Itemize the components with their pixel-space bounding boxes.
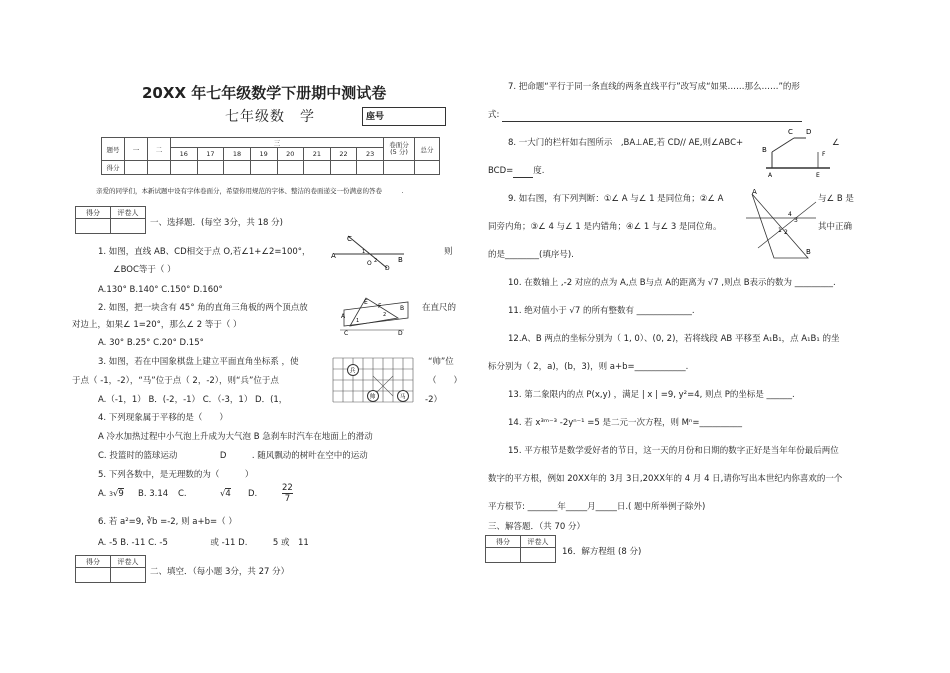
q1-text-2: ∠BOC等于（ ） [113, 265, 176, 275]
score-q18: 18 [224, 148, 251, 161]
q9-text: 9. 如右图，有下列判断：①∠ A 与∠ 1 是同位角；②∠ A [508, 194, 724, 204]
score-cell[interactable] [357, 161, 384, 175]
q5-option-b: B. 3.14 [138, 489, 169, 499]
q14-text: 14. 若 x³ᵐ⁻³ -2yⁿ⁻¹ =5 是二元一次方程，则 Mⁿ=__________ [508, 418, 743, 428]
score-cell[interactable] [384, 161, 415, 175]
q1-text-cont: 则 [444, 247, 453, 257]
grader-box-2 [75, 555, 146, 583]
q2-text-2: 对边上，如果∠ 1=20°，那么∠ 2 等于（ ） [72, 320, 242, 330]
fig8-label-a: A [768, 172, 773, 179]
score-header-3: 三 [171, 138, 384, 148]
fig8-label-c: C [788, 128, 793, 136]
q2-figure [338, 296, 410, 336]
score-row-label: 得分 [102, 161, 125, 175]
fig9-label-b: B [806, 248, 811, 256]
q10-text: 10. 在数轴上 ,-2 对应的点为 A,点 B与点 A的距离为 √7 ,则点 B表示的数为 _________. [508, 278, 836, 288]
q1-options: A.130° B.140° C.150° D.160° [98, 285, 223, 295]
fig8-label-e: E [816, 172, 820, 179]
grader-score-cell[interactable] [76, 568, 111, 583]
score-header-qno: 题号 [102, 138, 125, 161]
score-cell[interactable] [125, 161, 148, 175]
score-cell[interactable] [250, 161, 277, 175]
q8-answer-blank[interactable] [513, 166, 533, 178]
score-cell[interactable] [224, 161, 251, 175]
q1-text: 1. 如图，直线 AB、CD相交于点 O,若∠1+∠2=100°， [98, 247, 311, 257]
section-2-heading: 二、填空．（每小题 3分，共 27 分） [150, 567, 290, 577]
fig2-label-f: F [378, 303, 382, 310]
fig2-label-b: B [400, 305, 405, 312]
fig3-piece-general: 帅 [369, 393, 376, 401]
section-1-heading: 一、选择题．(每空 3分，共 18 分) [150, 218, 283, 228]
fig2-angle-2: 2 [383, 312, 387, 318]
q3-text: 3. 如图，若在中国象棋盘上建立平面直角坐标系 ，使 [98, 357, 299, 367]
grader-score-label: 得分 [486, 536, 521, 548]
q5-numerator: 22 [282, 483, 293, 493]
q5-option-c: √4 [220, 489, 231, 499]
q3-options-end: -2） [425, 395, 442, 405]
q3-chessboard-figure [333, 358, 413, 402]
fig2-label-c: C [344, 330, 349, 337]
q5-a-label: A. [98, 489, 107, 499]
q9-figure [744, 188, 818, 260]
q5-denominator: 7 [284, 494, 291, 504]
score-q19: 19 [250, 148, 277, 161]
fig2-label-e: E [364, 299, 368, 306]
q5-fraction [282, 483, 293, 504]
q1-figure [332, 232, 407, 272]
grader-box-3 [485, 535, 556, 563]
fig9-angle-1: 1 [778, 227, 782, 234]
grader-score-cell[interactable] [486, 548, 521, 563]
fig9-angle-4: 4 [788, 211, 792, 218]
fig9-label-a: A [752, 188, 757, 196]
exam-title: 20XX 年七年级数学下册期中测试卷 [142, 84, 387, 102]
grader-box-1 [75, 206, 146, 234]
score-header-2: 二 [148, 138, 171, 161]
q7-label: 式: [488, 110, 500, 120]
grader-score-label: 得分 [76, 207, 111, 219]
q8-text-cont: ∠ [832, 138, 840, 148]
q7-answer-blank[interactable] [502, 110, 802, 122]
grader-name-label: 评卷人 [111, 556, 146, 568]
score-header-total: 总分 [415, 138, 440, 161]
score-header-neat: 卷面分 (5 分) [384, 138, 415, 161]
score-q17: 17 [197, 148, 224, 161]
q7-text: 7. 把命题“平行于同一条直线的两条直线平行”改写成“如果……那么……”的形 [508, 82, 800, 92]
q8-unit: 度. [533, 166, 545, 176]
q8-text-2 [488, 166, 545, 178]
fig3-piece-soldier: 兵 [349, 367, 356, 375]
score-q22: 22 [330, 148, 357, 161]
fig9-angle-3: 3 [794, 217, 798, 224]
q12-text-2: 标分别为（ 2，a)，(b，3)，则 a+b=____________. [488, 362, 689, 372]
section-3-heading: 三、解答题．（共 70 分） [488, 522, 585, 532]
fig8-label-f: F [822, 151, 826, 158]
fig1-label-c: C [347, 235, 352, 243]
fig1-label-d: D [385, 265, 390, 272]
score-cell[interactable] [304, 161, 331, 175]
q6-text: 6. 若 a²=9, ∛b =-2, 则 a+b=（ ） [98, 517, 237, 527]
score-q20: 20 [277, 148, 304, 161]
score-q23: 23 [357, 148, 384, 161]
q8-text: 8. 一大门的栏杆如右图所示 ,BA⊥AE,若 CD// AE,则∠ABC+ [508, 138, 744, 148]
q8-gate-figure [760, 124, 832, 179]
fig1-angle-2: 2 [374, 258, 378, 264]
exam-subtitle: 七年级数 学 [225, 109, 315, 125]
grader-score-label: 得分 [76, 556, 111, 568]
q16-text: 16．解方程组 (8 分) [562, 547, 642, 557]
fig1-angle-1: 1 [362, 249, 366, 255]
score-cell[interactable] [148, 161, 171, 175]
grader-name-cell[interactable] [521, 548, 556, 563]
score-header-1: 一 [125, 138, 148, 161]
q9-text-3: 的是________(填序号). [488, 250, 574, 260]
q5-option-d-label: D. [248, 489, 258, 499]
score-q21: 21 [304, 148, 331, 161]
fig9-angle-2: 2 [784, 229, 788, 236]
q5-option-c-label: C. [178, 489, 187, 499]
fig8-label-d: D [806, 128, 812, 136]
q9-text-2-cont: 其中正确 [818, 222, 853, 232]
score-cell[interactable] [415, 161, 440, 175]
q3-bracket: （ ） [428, 376, 463, 386]
q2-text-cont: 在直尺的 [422, 303, 457, 313]
grader-name-label: 评卷人 [111, 207, 146, 219]
fig1-label-o: O [367, 260, 372, 267]
fig3-piece-horse: 马 [399, 393, 406, 401]
left-column [72, 0, 472, 673]
q3-text-cont: “帅”位 [428, 357, 454, 367]
score-cell[interactable] [330, 161, 357, 175]
q12-text: 12.A、B 两点的坐标分别为（ 1, 0）、(0, 2)，若将线段 AB 平移至 A₁B₁，点 A₁B₁ 的坐 [508, 334, 840, 344]
q5-option-a: A. 3√9 [98, 489, 124, 499]
q2-options: A. 30° B.25° C.20° D.15° [98, 338, 204, 348]
q9-text-cont: 与∠ B 是 [818, 194, 854, 204]
score-cell[interactable] [171, 161, 198, 175]
q7-text-2 [488, 110, 802, 122]
fig1-label-b: B [398, 256, 403, 264]
q15-text-2: 数字的平方根，例如 20XX年的 3月 3日,20XX年的 4 月 4 日,请你写出本世纪内你喜欢的一个 [488, 474, 843, 484]
fig2-label-a: A [341, 313, 346, 320]
q2-text: 2. 如图，把一块含有 45° 角的直角三角板的两个顶点放 [98, 303, 308, 313]
fig2-label-d: D [398, 330, 403, 337]
grader-name-cell[interactable] [111, 219, 146, 234]
right-column [488, 0, 868, 673]
q5-text: 5. 下列各数中，是无理数的为（ ） [98, 470, 254, 480]
q4-text: 4. 下列现象属于平移的是（ ） [98, 413, 228, 423]
q9-text-2: 同旁内角；③∠ 4 与∠ 1 是内错角；④∠ 1 与∠ 3 是同位角。 [488, 222, 722, 232]
q13-text: 13. 第二象限内的点 P(x,y) ，满足 | x | =9, y²=4, 则点 P的坐标是 ______. [508, 390, 795, 400]
grader-name-label: 评卷人 [521, 536, 556, 548]
q8-label: BCD= [488, 166, 514, 176]
seat-label: 座号 [366, 112, 385, 122]
score-cell[interactable] [197, 161, 224, 175]
score-table [101, 137, 440, 175]
q3-options: A.（-1，1） B．(-2，-1） C．（-3，1） D．(1， [98, 395, 288, 405]
intro-text: 亲爱的同学们，本新试题中设有字体卷面分，希望你用规范的字体、整洁的卷面递交一份满意的答卷 . [96, 187, 404, 195]
q3-text-2: 于点（ -1，-2），“马”位于点（ 2，-2），则“兵”位于点 [72, 376, 279, 386]
q15-text: 15. 平方根节是数学爱好者的节日，这一天的月份和日期的数字正好是当年年份最后两位 [508, 446, 839, 456]
q4-options-2: C. 投篮时的篮球运动 D . 随风飘动的树叶在空中的运动 [98, 451, 368, 461]
grader-name-cell[interactable] [111, 568, 146, 583]
grader-score-cell[interactable] [76, 219, 111, 234]
fig1-label-a: A [331, 252, 336, 260]
fig2-angle-1: 1 [356, 318, 360, 324]
fig8-label-b: B [762, 146, 767, 154]
q11-text: 11. 绝对值小于 √7 的所有整数有 _____________. [508, 306, 695, 316]
q15-text-3: 平方根节: _______年_____月_____日.( 题中所举例子除外) [488, 502, 706, 512]
q4-options-1: A 冷水加热过程中小气泡上升成为大气泡 B 急刹车时汽车在地面上的滑动 [98, 432, 373, 442]
score-cell[interactable] [277, 161, 304, 175]
seat-number-box[interactable] [362, 107, 446, 126]
q5-a-radicand: 9 [118, 489, 124, 499]
score-q16: 16 [171, 148, 198, 161]
q5-c-radicand: 4 [225, 489, 231, 499]
q6-options: A. -5 B. -11 C. -5 或 -11 D. 5 或 11 [98, 538, 309, 548]
